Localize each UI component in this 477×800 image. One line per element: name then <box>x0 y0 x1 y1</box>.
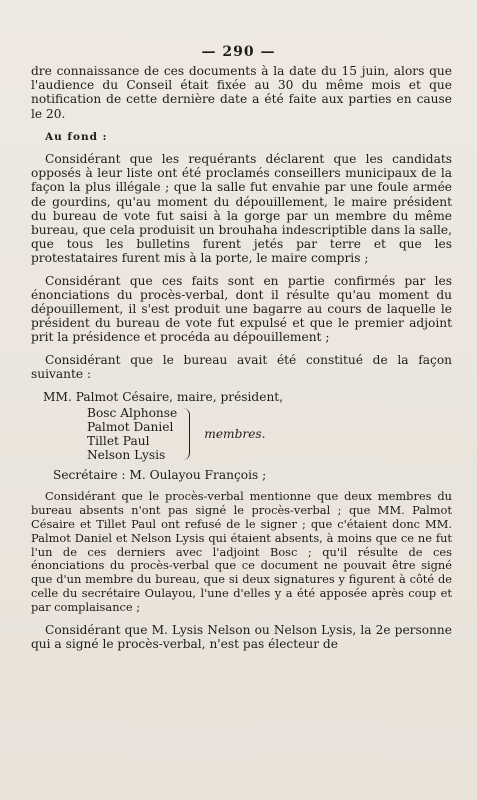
paragraph-faits-confirmes: Considérant que ces faits sont en partie confirmés par les énonciations du procès-verbal, dont il résulte qu'au moment du dépouillement, il s'est produit une bagarre au cours de laquelle le président du bureau de vote fut expulsé et que le premier adjoint prit la présidence et procéda au dépouillement ; <box>31 273 452 345</box>
paragraph-lysis-nelson: Considérant que M. Lysis Nelson ou Nelson Lysis, la 2e personne qui a signé le procès-verbal, n'est pas électeur de <box>31 622 452 651</box>
bureau-member: Tillet Paul <box>87 434 150 449</box>
bureau-member: Palmot Daniel <box>87 420 174 435</box>
bureau-members-group <box>31 406 452 462</box>
bureau-president: MM. Palmot Césaire, maire, président, <box>43 390 284 405</box>
bureau-secretaire: Secrétaire : M. Oulayou François ; <box>53 468 267 483</box>
page-number: — 290 — <box>201 44 276 60</box>
paragraph-requerants: Considérant que les requérants déclarent que les candidats opposés à leur liste ont été proclamés conseillers municipaux de la façon la plus illégale ; que la salle fut envahie par une foule armée de gourdins, qu'au moment du dépouillement, le maire président du bureau de vote fut saisi à la gorge par un membre du même bureau, que cela produisit un brouhaha indescriptible dans la salle, que tous les bulletins furent jetés par terre et que les protestataires furent mis à la porte, le maire compris ; <box>31 152 452 266</box>
paragraph-bureau-constitution: Considérant que le bureau avait été constitué de la façon suivante : <box>31 352 452 381</box>
paragraph-continuation: dre connaissance de ces documents à la date du 15 juin, alors que l'audience du Conseil était fixée au 30 du même mois et que notification de cette dernière date a été faite aux parties en cause le 20. <box>31 64 452 121</box>
bureau-members-list <box>31 406 177 462</box>
section-heading: Au fond : <box>45 130 108 143</box>
page-content <box>31 64 452 651</box>
members-label: membres. <box>204 427 266 442</box>
bureau-member: Bosc Alphonse <box>87 406 178 421</box>
paragraph-proces-verbal: Considérant que le procès-verbal mentionne que deux membres du bureau absents n'ont pas signé le procès-verbal ; que MM. Palmot Césaire et Tillet Paul ont refusé de le signer ; que c'étaient donc MM. Palmot Daniel et Nelson Lysis qui étaient absents, à moins que ce ne fut l'un de ces derniers avec l'adjoint Bosc ; qu'il résulte de ces énonciations du procès-verbal que ce document ne pouvait être signé que d'un membre du bureau, que si deux signatures y figurent à côté de celle du secrétaire Oulayou, l'une d'elles y a été apposée après coup et par complaisance ; <box>31 489 452 614</box>
members-brace <box>183 408 190 460</box>
bureau-composition <box>31 390 452 482</box>
bureau-member: Nelson Lysis <box>87 448 166 463</box>
